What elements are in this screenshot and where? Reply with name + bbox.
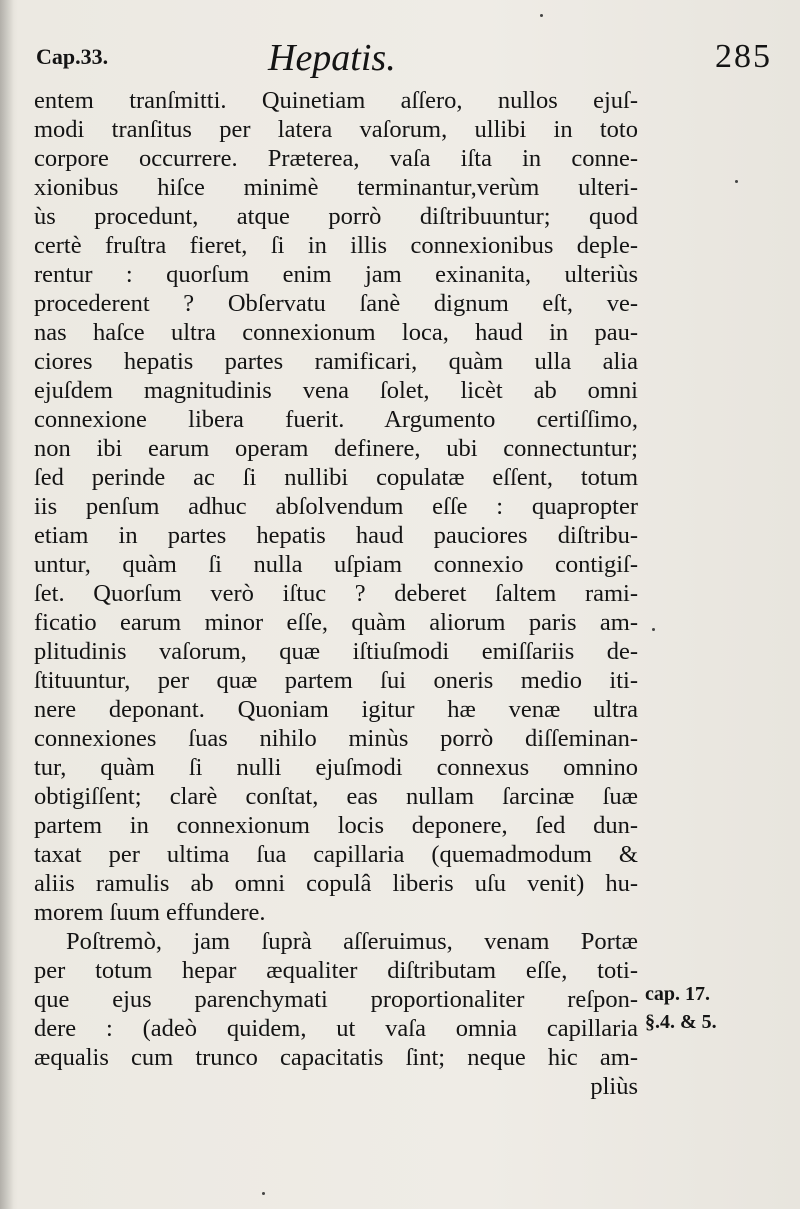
text-line: ſtituuntur, per quæ partem ſui oneris medio iti-: [34, 667, 638, 694]
text-line: taxat per ultima ſua capillaria (quemadmodum &: [34, 841, 638, 868]
running-title: Hepatis.: [268, 37, 396, 79]
page-edge-shadow: [0, 0, 14, 1209]
text-line: nere deponant. Quoniam igitur hæ venæ ultra: [34, 696, 638, 723]
margin-reference-section: §.4. & 5.: [645, 1011, 717, 1033]
text-line: que ejus parenchymati proportionaliter reſpon-: [34, 986, 638, 1013]
text-line: rentur : quorſum enim jam exinanita, ulteriùs: [34, 261, 638, 288]
text-line: ejuſdem magnitudinis vena ſolet, licèt ab omni: [34, 377, 638, 404]
text-line: connexiones ſuas nihilo minùs porrò diſſeminan-: [34, 725, 638, 752]
ink-speck: [735, 180, 738, 183]
chapter-label: Cap.33.: [36, 44, 109, 69]
text-line: procederent ? Obſervatu ſanè dignum eſt, ve-: [34, 290, 638, 317]
catchword: pliùs: [590, 1073, 638, 1100]
text-line: tur, quàm ſi nulli ejuſmodi connexus omnino: [34, 754, 638, 781]
ink-speck: [262, 1192, 265, 1195]
ink-speck: [540, 14, 543, 17]
text-line: ficatio earum minor eſſe, quàm aliorum paris am-: [34, 609, 638, 636]
paragraph-end-line: morem ſuum effundere.: [34, 899, 266, 926]
text-line: aliis ramulis ab omni copulâ liberis uſu venit) hu-: [34, 870, 638, 897]
paragraph-start-line: Poſtremò, jam ſuprà aſſeruimus, venam Portæ: [66, 928, 638, 955]
text-line: æqualis cum trunco capacitatis ſint; neque hic am-: [34, 1044, 638, 1071]
text-line: plitudinis vaſorum, quæ iſtiuſmodi emiſſariis de-: [34, 638, 638, 665]
page-number: 285: [715, 38, 772, 75]
text-line: untur, quàm ſi nulla uſpiam connexio contigiſ-: [34, 551, 638, 578]
text-line: ùs procedunt, atque porrò diſtribuuntur; quod: [34, 203, 638, 230]
text-line: etiam in partes hepatis haud pauciores diſtribu-: [34, 522, 638, 549]
text-line: connexione libera fuerit. Argumento certiſſimo,: [34, 406, 638, 433]
text-line: ciores hepatis partes ramificari, quàm ulla alia: [34, 348, 638, 375]
margin-reference-chapter: cap. 17.: [645, 983, 710, 1005]
text-line: ſet. Quorſum verò iſtuc ? deberet ſaltem rami-: [34, 580, 638, 607]
text-line: ſed perinde ac ſi nullibi copulatæ eſſent, totum: [34, 464, 638, 491]
ink-speck: [652, 628, 655, 631]
text-line: certè fruſtra fieret, ſi in illis connexionibus deple-: [34, 232, 638, 259]
text-line: dere : (adeò quidem, ut vaſa omnia capillaria: [34, 1015, 638, 1042]
text-line: entem tranſmitti. Quinetiam aſſero, nullos ejuſ-: [34, 87, 638, 114]
text-line: corpore occurrere. Præterea, vaſa iſta in conne-: [34, 145, 638, 172]
text-line: non ibi earum operam definere, ubi connectuntur;: [34, 435, 638, 462]
text-line: modi tranſitus per latera vaſorum, ullibi in toto: [34, 116, 638, 143]
body-text: [34, 86, 638, 1101]
text-line: xionibus hiſce minimè terminantur,verùm ulteri-: [34, 174, 638, 201]
text-line: obtigiſſent; clarè conſtat, eas nullam ſarcinæ ſuæ: [34, 783, 638, 810]
text-line: partem in connexionum locis deponere, ſed dun-: [34, 812, 638, 839]
text-line: nas haſce ultra connexionum loca, haud in pau-: [34, 319, 638, 346]
text-line: iis penſum adhuc abſolvendum eſſe : quapropter: [34, 493, 638, 520]
text-line: per totum hepar æqualiter diſtributam eſſe, toti-: [34, 957, 638, 984]
page-header: [36, 36, 776, 80]
